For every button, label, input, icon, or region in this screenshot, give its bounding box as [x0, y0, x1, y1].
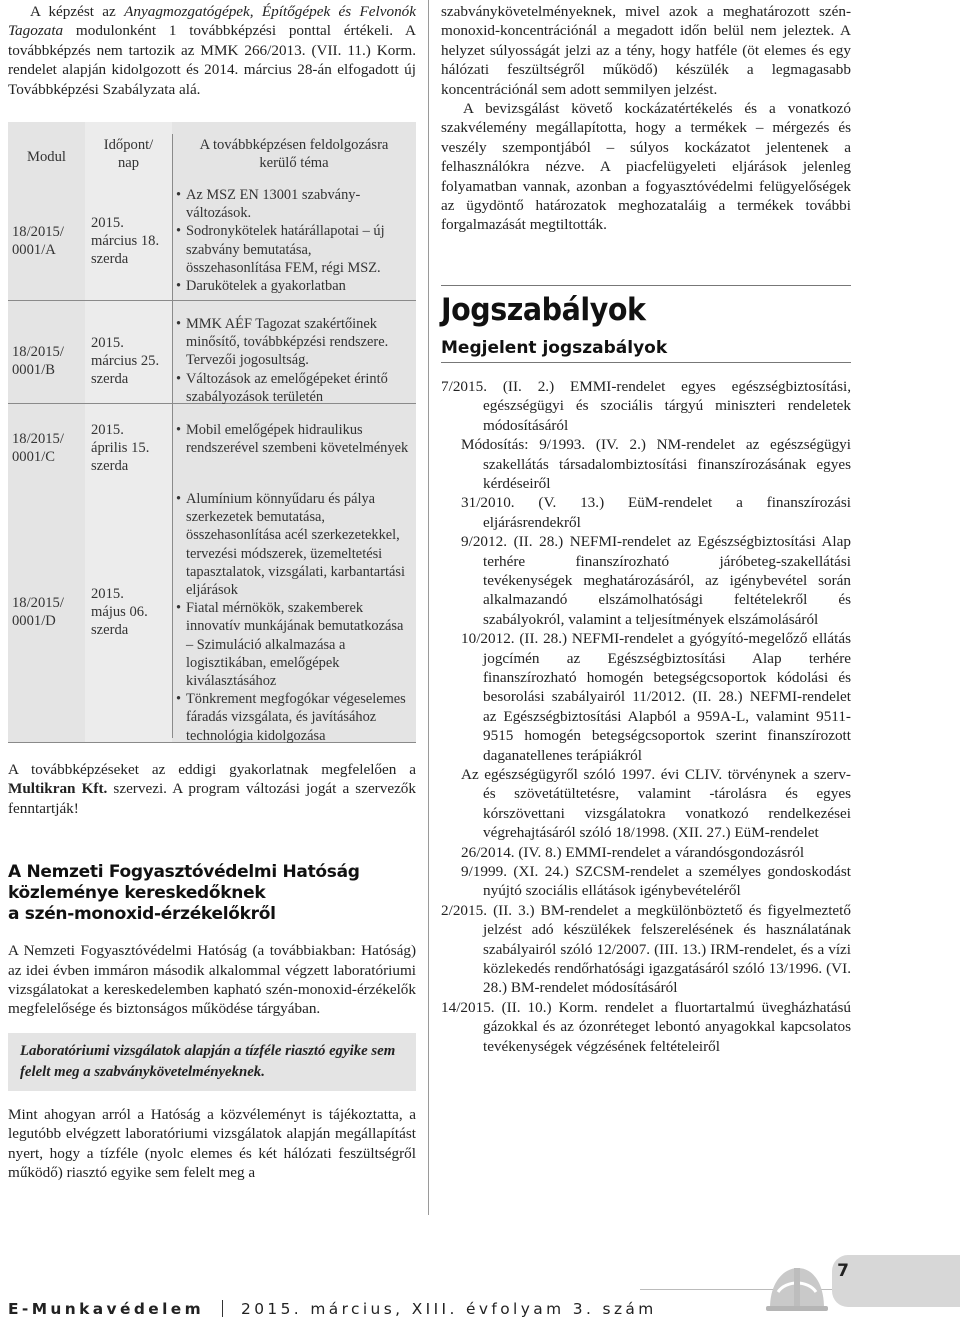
header-topic-line1: A továbbképzésen feldolgozásra — [199, 137, 389, 153]
table-row-d-topics — [176, 490, 410, 745]
topic-text: Mobil emelőgépek hidraulikus rendszerével szembeni követelmények — [186, 422, 409, 457]
modul-code: 0001/A — [12, 242, 56, 258]
date-year: 2015. — [91, 586, 124, 602]
law-item: 9/2012. (II. 28.) NEFMI-rendelet az Egészségbiztosítási Alap terhére finanszírozható járóbeteg-szakellátási tevékenységek meghatározásáról, az igénybevétel során alkalmazandó elszámolhatósági feltételekről és szabályokról, valamint a teljesítmények elszámolásáról — [461, 533, 851, 628]
organizer-company: Multikran Kft. — [8, 780, 108, 798]
section-title-line1: A Nemzeti Fogyasztóvédelmi Hatóság — [8, 862, 360, 883]
section-title-line3: a szén-monoxid-érzékelőkről — [8, 904, 276, 925]
header-date-line1: Időpont/ — [103, 137, 154, 153]
page-number: 7 — [837, 1261, 849, 1281]
law-item: 31/2010. (V. 13.) EüM-rendelet a finanszírozási eljárásrendekről — [461, 494, 851, 531]
assessment-paragraph: A bevizsgálást követő kockázatértékelés és a vonatkozó szakvélemény megállapította, hogy a termékek – mérgezés és veszély szempontjából – súlyos kockázatot jelentenek a felhasználókra nézve. A piacfelügyeleti eljárások jelenleg folyamatban vannak, azonban a fogyasztóvédelmi felügyelőségek az ügydöntő határozatok meghozataláig a termékek további forgalmazását megtiltották. — [441, 100, 851, 234]
date-year: 2015. — [91, 215, 124, 231]
intro-paragraph — [8, 2, 416, 99]
topic-item: • Mobil emelőgépek hidraulikus rendszerével szembeni követelmények — [176, 422, 409, 457]
date-weekday: szerda — [91, 371, 129, 387]
topic-text: Fiatal mérnökök, szakemberek innovatív munkájának bemutatkozása – Szimuláció alkalmazása a logisztikában, emelőgépek kiválasztásához — [186, 600, 404, 690]
table-row-c-topics — [176, 421, 410, 457]
left-column — [8, 2, 416, 99]
header-topic-line2: kerülő téma — [259, 155, 329, 171]
modul-code: 0001/D — [12, 613, 56, 629]
intro-text-a: A képzést az — [30, 3, 125, 20]
law-item: Az egészségügyről szóló 1997. évi CLIV. törvénynek a szerv- és szövetátültetésre, valamint -tárolásra és egyes kórszövettani vizsgálatokra vonatkozó rendelkezései végrehajtásáról szóló 18/1998. (XII. 27.) EüM-rendelet — [461, 766, 851, 842]
table-row-a-modul — [12, 223, 64, 259]
topic-item: • Tönkrement megfogókar végeselemes fáradás vizsgálata, és javításához technológia kidolgozása — [176, 691, 406, 744]
topic-item: • Alumínium könnyűdaru és pálya szerkezetek bemutatása, összehasonlítása acél szerkezetekkel, tervezési módszerek, üzemeltetési tapasztalatok, vizsgálati, karbantartási eljárások — [176, 491, 405, 599]
topic-item: • MMK AÉF Tagozat szakértőinek minősítő, továbbképzési rendszere. Tervezői jogosultság. — [176, 316, 389, 369]
table-row-d-date — [91, 585, 148, 639]
law-list — [441, 377, 851, 1056]
organizer-paragraph — [8, 760, 416, 818]
helmet-icon — [764, 1262, 830, 1312]
laws-heading: Jogszabályok — [441, 291, 646, 328]
topic-text: MMK AÉF Tagozat szakértőinek minősítő, továbbképzési rendszere. Tervezői jogosultság. — [186, 316, 389, 369]
header-date — [85, 136, 172, 172]
date-day: április 15. — [91, 440, 150, 456]
left-lower — [8, 760, 416, 1182]
topic-item: • Az MSZ EN 13001 szabvány-változások. — [176, 187, 361, 222]
date-weekday: szerda — [91, 622, 129, 638]
modul-code: 0001/B — [12, 362, 55, 378]
table-row-b-modul — [12, 343, 64, 379]
continued-paragraph: szabványkövetelményeknek, mivel azok a meghatározott szén-monoxid-koncentrációnál a megadott időn belül nem jeleztek. A helyzet súlyosságát jelzi az a tény, hogy hatféle (öt elemes és egy hálózati feszültségről működő) készülék a legmagasabb koncentrációnál sem adott semmilyen jelzést. — [441, 3, 851, 98]
topic-text: Sodronykötelek határállapotai – új szabvány bemutatása, összehasonlítása FEM, régi MSZ. — [186, 223, 385, 276]
topic-item: • Sodronykötelek határállapotai – új szabvány bemutatása, összehasonlítása FEM, régi MSZ. — [176, 223, 385, 276]
modul-code: 18/2015/ — [12, 344, 64, 360]
footer-brand: E-Munkavédelem — [8, 1300, 205, 1318]
table-row-b-topics — [176, 315, 410, 406]
right-column — [441, 2, 851, 1056]
highlight-box: Laboratóriumi vizsgálatok alapján a tízféle riasztó egyike sem felelt meg a szabványkövetelményeknek. — [8, 1033, 416, 1091]
table-row-c-date — [91, 421, 149, 475]
modul-code: 18/2015/ — [12, 224, 64, 240]
date-weekday: szerda — [91, 251, 129, 267]
table-row-a-topics — [176, 186, 410, 295]
header-date-line2: nap — [117, 155, 140, 171]
law-item: 10/2012. (II. 28.) NEFMI-rendelet a gyógyító-megelőző ellátás jogcímén az Egészségbiztosítási Alap terhére finanszírozható homogén betegségcsoportok kódolási és besorolási szabályairól 11/2012. (II. 28.) NEFMI-rendelet az Egészségbiztosítási Alapból a 959A-L, valamint 9511-9515 homogén betegségcsoportok szerint finanszírozott daganatellenes terápiákról — [461, 630, 851, 764]
table-row-a-date — [91, 214, 159, 268]
law-item: Módosítás: 9/1993. (IV. 2.) NM-rendelet az egészségügyi szakellátás társadalombiztosítási finanszírozásának egyes kérdéseiről — [461, 436, 851, 492]
organizer-text-b: szervezi. A program változási jogát a szervezők fenntartják! — [8, 780, 416, 817]
law-item: 7/2015. (II. 2.) EMMI-rendelet egyes egészségbiztosítási, egészségügyi és szociális tárgyú miniszteri rendeletek módosításáról — [441, 377, 851, 434]
column-divider — [428, 0, 429, 1215]
footer-issue: 2015. március, XIII. évfolyam 3. szám — [241, 1300, 657, 1318]
training-schedule-table — [8, 122, 416, 743]
topic-text: Az MSZ EN 13001 szabvány-változások. — [186, 187, 361, 222]
date-day: március 25. — [91, 353, 160, 369]
date-year: 2015. — [91, 422, 124, 438]
date-year: 2015. — [91, 335, 124, 351]
law-item: 2/2015. (II. 3.) BM-rendelet a megkülönböztető és figyelmeztető jelzést adó készülékek felszerelésének és használatának szabályairól szóló 12/2007. (III. 13.) IRM-rendelet, és a vízi közlekedés rendőrhatósági igazgatásáról szóló 13/1996. (VI. 28.) BM-rendelet módosításáról — [441, 901, 851, 997]
law-item: 26/2014. (IV. 8.) EMMI-rendelet a várandósgondozásról — [461, 843, 805, 861]
header-topic — [172, 136, 416, 172]
date-day: május 06. — [91, 604, 148, 620]
hatosag-paragraph-2: Mint ahogyan arról a Hatóság a közvéleményt is tájékoztatta, a legutóbb elvégzett laboratóriumi vizsgálatok alapján megállapítást nyert, hogy a tízféle (nyolc elemes és két hálózati feszültségről működő) riasztó egyike sem felelt meg a — [8, 1105, 416, 1182]
date-day: március 18. — [91, 233, 160, 249]
footer — [8, 1300, 657, 1318]
intro-text-b: modulonként 1 továbbképzési ponttal értékeli. A továbbképzés nem tartozik az MMK 266/2013. (VII. 11.) Korm. rendelet alapján kidolgozott és 2014. március 28-án elfogadott új Továbbképzési Szabályzata alá. — [8, 22, 416, 98]
law-item: 9/1999. (XI. 24.) SZCSM-rendelet a személyes gondoskodást nyújtó szociális ellátások igénybevételéről — [461, 863, 851, 900]
topic-text: Tönkrement megfogókar végeselemes fáradás vizsgálata, és javításához technológia kidolgozása — [186, 691, 406, 744]
table-row-b-date — [91, 334, 159, 388]
topic-item: • Fiatal mérnökök, szakemberek innovatív munkájának bemutatkozása – Szimuláció alkalmazása a logisztikában, emelőgépek kiválasztásához — [176, 600, 404, 690]
table-divider-2 — [172, 134, 173, 738]
topic-item: • Változások az emelőgépeket érintő szabályozások területén — [176, 370, 388, 405]
topic-item: • Darukötelek a gyakorlatban — [176, 278, 346, 295]
table-row-c-modul — [12, 430, 64, 466]
organizer-text-a: A továbbképzéseket az eddigi gyakorlatnak megfelelően a — [8, 761, 416, 778]
row-divider-1 — [8, 300, 416, 301]
modul-code: 0001/C — [12, 449, 55, 465]
section-title-line2: közleménye kereskedőknek — [8, 883, 266, 904]
footer-separator — [222, 1300, 223, 1317]
modul-code: 18/2015/ — [12, 595, 64, 611]
section-title — [8, 862, 416, 925]
modul-code: 18/2015/ — [12, 431, 64, 447]
law-item: 14/2015. (II. 10.) Korm. rendelet a fluortartalmú üvegházhatású gázokkal és az ózonréteget lebontó anyagokkal kapcsolatos tevékenységek végzésének feltételeiről — [441, 998, 851, 1055]
date-weekday: szerda — [91, 458, 129, 474]
intro-text-italic: Anyagmozgatógépek, Építőgépek és Felvonók Tagozata — [8, 3, 417, 40]
laws-subheading: Megjelent jogszabályok — [441, 337, 668, 358]
header-modul: Modul — [27, 149, 66, 165]
topic-text: Alumínium könnyűdaru és pálya szerkezetek bemutatása, összehasonlítása acél szerkezetekkel, tervezési módszerek, üzemeltetési tapasztalatok, vizsgálati, karbantartási eljárások — [186, 491, 405, 599]
topic-text: Darukötelek a gyakorlatban — [186, 278, 346, 295]
table-row-d-modul — [12, 594, 64, 630]
topic-text: Változások az emelőgépeket érintő szabályozások területén — [186, 370, 388, 405]
hatosag-paragraph-1: A Nemzeti Fogyasztóvédelmi Hatóság (a továbbiakban: Hatóság) az idei évben immáron második alkalommal végzett laboratóriumi vizsgálatokat a kereskedelemben kapható szén-monoxid-érzékelők megfelelősége és biztonságos működése tárgyában. — [8, 942, 416, 1018]
